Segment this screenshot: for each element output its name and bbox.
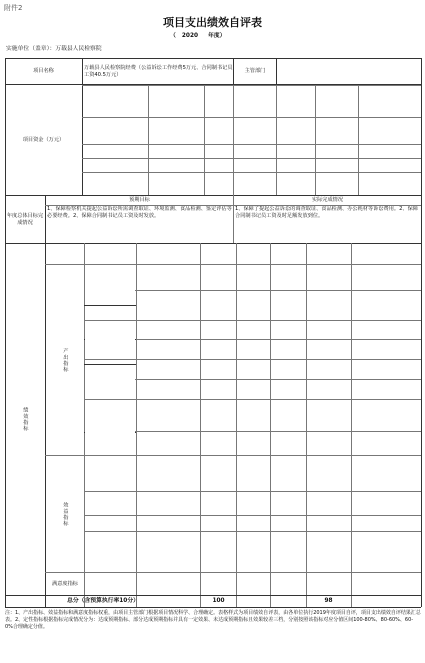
output-label: 产出指标: [62, 347, 69, 373]
fund-cell: [277, 145, 314, 157]
perf-cell-eval: [307, 340, 350, 358]
perf-cell-target: [237, 321, 269, 338]
perf-cell-target: [237, 400, 269, 430]
perf-cell-actual: [271, 340, 305, 358]
table-note: 注：1、产出指标、效益指标和满意度指标权重，由项目主管部门根据项目情况科学、合理确定。表格样式为项目绩效自评表，由各单位执行2019年度项目自评，项目支出绩效自评结果汇总表。2、定性指标根据指标完成情况分为：达成预期指标、部分达成预期指标并具有一定效果、未达成预期指标且效果较差三档，分别按照该指标对应分值区间100-80%、80-60%、60-0%合理确定分值。: [5, 610, 421, 630]
fund-header: [234, 86, 275, 116]
perf-cell-score: [201, 432, 235, 454]
fund-cell: [316, 118, 357, 143]
perf-cell-reason: [352, 432, 421, 454]
perf-cell-target: [237, 340, 269, 358]
perf-cell-l3: [137, 321, 200, 338]
perf-header: [352, 244, 420, 263]
perf-cell-score: [201, 340, 235, 358]
fund-cell: [234, 173, 275, 194]
fund-cell: [359, 145, 420, 157]
perf-cell-actual: [271, 532, 305, 571]
perf-cell-target: [237, 456, 269, 490]
perf-cell-target: [237, 291, 269, 319]
perf-cell-target: [237, 532, 269, 571]
perf-cell-reason: [352, 492, 421, 514]
perf-cell-score: [201, 532, 235, 571]
benefit-label: 效益指标: [62, 502, 69, 527]
perf-cell-reason: [352, 360, 421, 378]
fund-cell: [149, 118, 203, 143]
fund-row-label: [83, 159, 150, 171]
grid-line: [5, 607, 421, 608]
perf-cell-actual: [271, 456, 305, 490]
fund-header: [149, 86, 203, 116]
perf-cell-l3: [137, 291, 200, 319]
perf-cell-score: [201, 360, 235, 378]
perf-cell-target: [237, 360, 269, 378]
perf-cell-l3: [137, 360, 200, 378]
perf-cell-l3: [137, 456, 200, 490]
perf-cell-l2: [85, 265, 135, 319]
perf-cell-score: [201, 400, 235, 430]
fund-cell: [234, 145, 275, 157]
goal-expected-text: 1、保障检察机关提起公益诉讼所需调查取证、环境监测、食品检测、鉴定评估等必要经费。2、保障合同制书记员工资及时发放。: [47, 206, 232, 219]
fund-cell: [205, 118, 232, 143]
perf-cell-score: [201, 291, 235, 319]
perf-header: [271, 244, 305, 263]
perf-cell-eval: [307, 492, 350, 514]
fund-cell: [277, 118, 314, 143]
perf-cell-actual: [271, 492, 305, 514]
perf-cell-l3: [137, 492, 200, 514]
fund-cell: [205, 159, 232, 171]
fund-cell: [316, 159, 357, 171]
perf-cell-eval: [307, 321, 350, 338]
fund-cell: [316, 173, 357, 194]
fund-cell: [234, 159, 275, 171]
project-name-label: 项目名称: [33, 68, 54, 75]
fund-cell: [205, 145, 232, 157]
perf-header: [46, 244, 83, 263]
total-score: 100: [212, 597, 225, 604]
fund-label: 项目资金（万元）: [22, 136, 65, 143]
perf-cell-l3: [137, 573, 200, 594]
perf-cell-l2: [85, 516, 135, 530]
perf-cell-score: [201, 321, 235, 338]
perf-cell-reason: [352, 321, 421, 338]
perf-cell-l3: [137, 400, 200, 430]
year-line: （ 2020 年度）: [170, 33, 226, 39]
perf-header: [137, 244, 199, 263]
perf-cell-reason: [352, 380, 421, 398]
perf-cell-eval: [307, 532, 350, 571]
fund-cell: [359, 173, 420, 194]
fund-cell: [149, 159, 203, 171]
fund-cell: [359, 118, 420, 143]
perf-header: [201, 244, 235, 263]
fund-cell: [277, 173, 314, 194]
perf-cell-reason: [352, 340, 421, 358]
perf-cell-target: [237, 380, 269, 398]
attachment-label: 附件2: [4, 4, 23, 12]
perf-cell-reason: [352, 573, 421, 594]
perf-cell-reason: [352, 456, 421, 490]
perf-header: [237, 244, 269, 263]
perf-cell-actual: [271, 516, 305, 530]
goal-actual-header: 实际完成情况: [311, 197, 344, 204]
perf-cell-actual: [271, 291, 305, 319]
perf-cell-actual: [271, 432, 305, 454]
perf-cell-l3: [137, 516, 200, 530]
perf-cell-eval: [307, 291, 350, 319]
perf-cell-actual: [271, 321, 305, 338]
grid-line: [276, 58, 277, 84]
perf-cell-l3: [137, 432, 200, 454]
perf-cell-eval: [307, 360, 350, 378]
fund-header: [205, 86, 232, 116]
perf-cell-target: [237, 432, 269, 454]
perf-cell-reason: [352, 291, 421, 319]
perf-cell-actual: [271, 400, 305, 430]
perf-cell-score: [201, 380, 235, 398]
perf-cell-target: [237, 573, 269, 594]
fund-header: [277, 86, 314, 116]
total-eval: 98: [324, 597, 333, 604]
fund-cell: [234, 118, 275, 143]
perf-cell-l2: [85, 400, 135, 454]
perf-cell-actual: [271, 360, 305, 378]
perf-cell-score: [201, 516, 235, 530]
fund-row-label: [83, 145, 148, 157]
dept-label: 主管部门: [244, 68, 266, 75]
perf-cell-eval: [307, 380, 350, 398]
fund-header: [316, 86, 357, 116]
goal-expected-header: 预期目标: [129, 197, 150, 204]
perf-cell-eval: [307, 432, 350, 454]
fund-header: [359, 86, 420, 116]
fund-row-label: [83, 173, 150, 194]
perf-cell-eval: [307, 516, 350, 530]
perf-label: 绩效指标: [22, 407, 29, 432]
perf-cell-l3: [137, 340, 200, 358]
perf-cell-l2: [85, 573, 135, 594]
project-name-value: 万载县人民检察院经费（公益诉讼工作经费5万元、合同制书记员工资40.5万元）: [84, 64, 233, 78]
perf-cell-l3: [137, 532, 200, 571]
perf-cell-reason: [352, 400, 421, 430]
perf-cell-target: [237, 265, 269, 289]
perf-cell-score: [201, 492, 235, 514]
perf-cell-target: [237, 492, 269, 514]
unit-label: 实施单位（盖章）：万载县人民检察院: [6, 46, 102, 52]
perf-cell-l2: [85, 321, 135, 358]
perf-cell-l2: [85, 456, 135, 490]
goal-label: 年度总体目标完成情况: [6, 212, 44, 226]
page-title: 项目支出绩效自评表: [163, 16, 262, 29]
perf-cell-actual: [271, 380, 305, 398]
perf-cell-reason: [352, 265, 421, 289]
fund-cell: [359, 159, 420, 171]
goal-actual-text: 1、保障了提起公益诉讼的调查取证、食品检测、办公耗材等诉讼费用。2、保障合同制书记员工资及时足额发放到位。: [235, 206, 418, 219]
perf-cell-eval: [307, 456, 350, 490]
total-label: 总分（含预算执行率10分）: [67, 597, 139, 604]
perf-header: [85, 244, 135, 263]
perf-cell-l2: [85, 492, 135, 514]
perf-cell-score: [201, 456, 235, 490]
perf-cell-l3: [137, 380, 200, 398]
perf-cell-eval: [307, 265, 350, 289]
fund-cell: [277, 159, 314, 171]
perf-header: [307, 244, 350, 263]
perf-cell-l3: [137, 265, 200, 289]
grid-line: [421, 58, 422, 607]
perf-cell-eval: [307, 573, 350, 594]
fund-row-label: [83, 118, 148, 143]
perf-cell-l2: [85, 532, 135, 571]
fund-cell: [316, 145, 357, 157]
perf-cell-reason: [352, 532, 421, 571]
fund-cell: [205, 173, 232, 194]
perf-cell-actual: [271, 265, 305, 289]
perf-cell-actual: [271, 573, 305, 594]
perf-cell-target: [237, 516, 269, 530]
perf-cell-reason: [352, 516, 421, 530]
sat-label: 满意度指标: [52, 581, 78, 588]
perf-cell-score: [201, 265, 235, 289]
perf-cell-eval: [307, 400, 350, 430]
perf-cell-score: [201, 573, 235, 594]
perf-cell-l2: [85, 360, 135, 398]
fund-cell: [149, 145, 203, 157]
fund-cell: [149, 173, 203, 194]
